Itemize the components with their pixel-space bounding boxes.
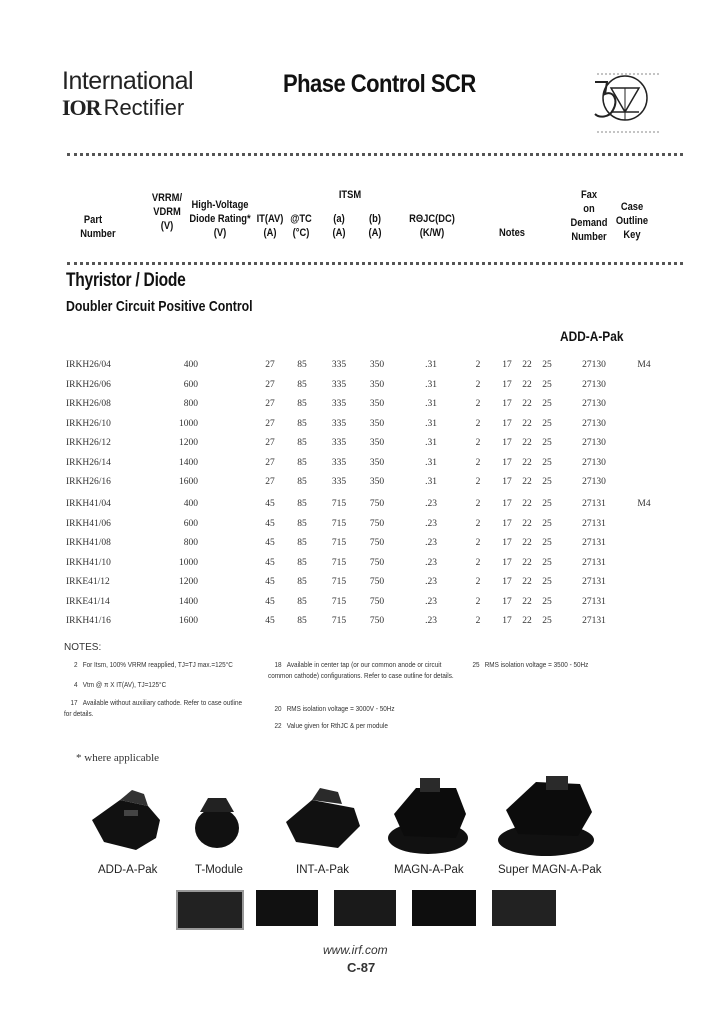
tc-cell: 85 (297, 399, 307, 409)
note-cell: 22 (522, 399, 532, 409)
note-cell: 17 (502, 457, 512, 468)
note-cell: 17 (502, 596, 512, 607)
add-a-pak-image (86, 786, 166, 856)
table-row (0, 538, 720, 554)
fifty-year-seal-icon (583, 60, 663, 140)
itsm-b-cell: 350 (369, 438, 385, 448)
table-row (0, 458, 720, 474)
fax-cell: 27130 (582, 418, 606, 429)
package-label-magn-a-pak: MAGN-A-Pak (394, 864, 464, 876)
note-cell: 2 (475, 499, 481, 509)
rth-cell: .31 (425, 418, 437, 429)
super-magn-a-pak-image (496, 774, 596, 858)
logo-rectifier (62, 96, 184, 120)
part-cell: IRKH41/10 (66, 557, 111, 568)
note-cell: 25 (542, 557, 552, 568)
voltage-cell: 1600 (179, 616, 198, 626)
table-row (0, 499, 720, 515)
note-cell: 17 (502, 418, 512, 429)
note-cell: 25 (542, 418, 552, 429)
part-cell: IRKH26/16 (66, 477, 111, 487)
itsm-b-cell: 350 (369, 379, 385, 390)
note-cell: 2 (475, 538, 481, 548)
itsm-b-cell: 750 (369, 557, 385, 568)
tc-cell: 85 (297, 418, 307, 429)
table-row (0, 597, 720, 613)
fax-cell: 27131 (582, 538, 606, 548)
note-cell: 25 (542, 499, 552, 509)
it-av-cell: 27 (265, 360, 275, 370)
voltage-cell: 1200 (179, 577, 198, 587)
page-number: C-87 (347, 960, 376, 975)
table-row (0, 399, 720, 415)
it-av-cell: 27 (265, 418, 275, 429)
tc-cell: 85 (297, 379, 307, 390)
table-row (0, 419, 720, 435)
case-cell: M4 (637, 360, 651, 370)
tc-cell: 85 (297, 616, 307, 626)
package-label-t-module: T-Module (195, 864, 243, 876)
it-av-cell: 45 (265, 499, 275, 509)
note-cell: 22 (522, 499, 532, 509)
it-av-cell: 27 (265, 379, 275, 390)
t-module-image (190, 792, 244, 852)
col-itsm-a: (a) (A) (332, 213, 346, 239)
tc-cell: 85 (297, 577, 307, 587)
page-title: Phase Control SCR (283, 70, 476, 98)
tc-cell: 85 (297, 518, 307, 529)
note-cell: 17 (502, 379, 512, 390)
rth-cell: .31 (425, 399, 437, 409)
tc-cell: 85 (297, 477, 307, 487)
itsm-b-cell: 750 (369, 499, 385, 509)
rth-cell: .31 (425, 457, 437, 468)
itsm-b-cell: 750 (369, 616, 385, 626)
note-cell: 25 (542, 616, 552, 626)
table-row (0, 477, 720, 493)
part-cell: IRKH26/14 (66, 457, 111, 468)
itsm-a-cell: 335 (331, 418, 347, 429)
ior-logo-mark: IOR (62, 95, 101, 120)
voltage-cell: 800 (183, 399, 198, 409)
col-rth: RΘJC(DC) (K/W) (409, 213, 455, 239)
note-cell: 22 (522, 457, 532, 468)
itsm-a-cell: 335 (331, 399, 347, 409)
section-subtitle: Doubler Circuit Positive Control (66, 298, 253, 315)
note-cell: 22 (522, 518, 532, 529)
photo-thumb-1 (176, 890, 244, 930)
note-cell: 25 (542, 577, 552, 587)
part-cell: IRKE41/12 (66, 577, 110, 587)
col-itsm: ITSM (338, 189, 362, 201)
fax-cell: 27130 (582, 379, 606, 390)
note-cell: 2 (475, 457, 481, 468)
fax-cell: 27131 (582, 577, 606, 587)
note-cell: 2 (475, 596, 481, 607)
note-cell: 2 (475, 577, 481, 587)
itsm-b-cell: 350 (369, 399, 385, 409)
fax-cell: 27131 (582, 499, 606, 509)
note-cell: 2 (475, 360, 481, 370)
col-case: Case Outline Key (615, 201, 649, 241)
col-fax: Fax on Demand Number (570, 189, 608, 243)
part-cell: IRKH26/06 (66, 379, 111, 390)
fax-cell: 27131 (582, 557, 606, 568)
note-cell: 25 (542, 360, 552, 370)
itsm-a-cell: 715 (331, 499, 347, 509)
table-row (0, 558, 720, 574)
rth-cell: .23 (425, 538, 437, 548)
note-cell: 25 (542, 596, 552, 607)
fax-cell: 27130 (582, 457, 606, 468)
note-cell: 2 (475, 438, 481, 448)
note-cell: 22 (522, 596, 532, 607)
note-25: 25 RMS isolation voltage = 3500 - 50Hz (472, 660, 589, 669)
note-cell: 22 (522, 538, 532, 548)
note-4: 4 Vtm @ π X IT(AV), TJ=125°C (74, 680, 167, 689)
it-av-cell: 45 (265, 577, 275, 587)
col-part: Part Number (80, 214, 116, 240)
rth-cell: .31 (425, 360, 437, 370)
tc-cell: 85 (297, 596, 307, 607)
note-cell: 2 (475, 379, 481, 390)
col-vrrm: VRRM/ VDRM (V) (151, 192, 183, 232)
tc-cell: 85 (297, 360, 307, 370)
col-itsm-b: (b) (A) (368, 213, 382, 239)
voltage-cell: 1400 (179, 596, 198, 607)
part-cell: IRKE41/14 (66, 596, 110, 607)
package-label-add-a-pak: ADD-A-Pak (98, 864, 158, 876)
it-av-cell: 45 (265, 616, 275, 626)
note-cell: 25 (542, 477, 552, 487)
note-22: 22 Value given for RthJC & per module (274, 721, 388, 730)
note-cell: 17 (502, 577, 512, 587)
itsm-a-cell: 715 (331, 557, 347, 568)
table-row (0, 438, 720, 454)
rth-cell: .31 (425, 438, 437, 448)
photo-thumb-2 (256, 890, 318, 926)
note-cell: 17 (502, 477, 512, 487)
itsm-a-cell: 715 (331, 616, 347, 626)
it-av-cell: 27 (265, 399, 275, 409)
note-cell: 22 (522, 360, 532, 370)
note-cell: 2 (475, 557, 481, 568)
it-av-cell: 27 (265, 457, 275, 468)
note-20: 20 RMS isolation voltage = 3000V - 50Hz (274, 704, 395, 713)
note-cell: 25 (542, 399, 552, 409)
note-cell: 17 (502, 616, 512, 626)
itsm-b-cell: 750 (369, 596, 385, 607)
note-cell: 2 (475, 418, 481, 429)
notes-heading: NOTES: (64, 642, 102, 653)
note-cell: 17 (502, 557, 512, 568)
note-cell: 2 (475, 616, 481, 626)
table-row (0, 519, 720, 535)
fax-cell: 27131 (582, 616, 606, 626)
voltage-cell: 400 (183, 360, 198, 370)
itsm-a-cell: 335 (331, 379, 347, 390)
where-applicable-note: * where applicable (76, 752, 160, 764)
int-a-pak-image (282, 782, 364, 854)
note-cell: 17 (502, 518, 512, 529)
itsm-a-cell: 335 (331, 438, 347, 448)
rth-cell: .23 (425, 518, 437, 529)
itsm-b-cell: 750 (369, 538, 385, 548)
rth-cell: .31 (425, 477, 437, 487)
note-cell: 2 (475, 518, 481, 529)
rth-cell: .31 (425, 379, 437, 390)
fax-cell: 27130 (582, 438, 606, 448)
col-it-av: IT(AV) (A) (256, 213, 284, 239)
tc-cell: 85 (297, 438, 307, 448)
itsm-a-cell: 335 (331, 457, 347, 468)
col-tc: @TC (°C) (290, 213, 312, 239)
it-av-cell: 27 (265, 477, 275, 487)
table-row (0, 616, 720, 632)
note-cell: 25 (542, 538, 552, 548)
note-cell: 2 (475, 477, 481, 487)
table-row (0, 577, 720, 593)
rth-cell: .23 (425, 616, 437, 626)
itsm-a-cell: 715 (331, 538, 347, 548)
voltage-cell: 1200 (179, 438, 198, 448)
part-cell: IRKH26/10 (66, 418, 111, 429)
note-cell: 22 (522, 418, 532, 429)
part-cell: IRKH26/08 (66, 399, 111, 409)
itsm-a-cell: 715 (331, 518, 347, 529)
part-cell: IRKH41/06 (66, 518, 111, 529)
rth-cell: .23 (425, 557, 437, 568)
photo-thumb-5 (492, 890, 556, 926)
note-cell: 25 (542, 457, 552, 468)
tc-cell: 85 (297, 538, 307, 548)
fax-cell: 27131 (582, 596, 606, 607)
part-cell: IRKH26/12 (66, 438, 111, 448)
voltage-cell: 800 (183, 538, 198, 548)
package-label: ADD-A-Pak (560, 328, 624, 344)
col-notes: Notes (499, 227, 525, 239)
it-av-cell: 27 (265, 438, 275, 448)
itsm-b-cell: 350 (369, 477, 385, 487)
tc-cell: 85 (297, 499, 307, 509)
note-cell: 25 (542, 518, 552, 529)
itsm-b-cell: 350 (369, 457, 385, 468)
note-cell: 22 (522, 577, 532, 587)
note-cell: 22 (522, 438, 532, 448)
table-row (0, 360, 720, 376)
rth-cell: .23 (425, 596, 437, 607)
part-cell: IRKH41/04 (66, 499, 111, 509)
it-av-cell: 45 (265, 557, 275, 568)
itsm-a-cell: 335 (331, 360, 347, 370)
case-cell: M4 (637, 499, 651, 509)
note-cell: 22 (522, 379, 532, 390)
photo-thumb-3 (334, 890, 396, 926)
itsm-a-cell: 335 (331, 477, 347, 487)
itsm-b-cell: 350 (369, 360, 385, 370)
itsm-a-cell: 715 (331, 577, 347, 587)
note-cell: 17 (502, 399, 512, 409)
note-cell: 17 (502, 360, 512, 370)
voltage-cell: 1600 (179, 477, 198, 487)
voltage-cell: 600 (183, 518, 198, 529)
part-cell: IRKH41/16 (66, 616, 111, 626)
itsm-b-cell: 750 (369, 518, 385, 529)
fax-cell: 27130 (582, 477, 606, 487)
voltage-cell: 1400 (179, 457, 198, 468)
photo-thumb-4 (412, 890, 476, 926)
note-cell: 25 (542, 438, 552, 448)
voltage-cell: 600 (183, 379, 198, 390)
note-cell: 17 (502, 499, 512, 509)
itsm-b-cell: 750 (369, 577, 385, 587)
tc-cell: 85 (297, 557, 307, 568)
package-label-int-a-pak: INT-A-Pak (296, 864, 350, 876)
note-18: 18 Available in center tap (or our common anode or circuit common cathode) configurations. Refer to case outline for details. (268, 660, 454, 680)
logo-international: International (62, 67, 194, 95)
footer-url[interactable]: www.irf.com (323, 943, 388, 957)
tc-cell: 85 (297, 457, 307, 468)
it-av-cell: 45 (265, 596, 275, 607)
logo-rectifier-text: Rectifier (103, 95, 185, 120)
section-title: Thyristor / Diode (66, 270, 186, 291)
voltage-cell: 1000 (179, 418, 198, 429)
note-cell: 22 (522, 477, 532, 487)
note-17: 17 Available without auxiliary cathode. Refer to case outline for details. (64, 698, 243, 718)
itsm-b-cell: 350 (369, 418, 385, 429)
note-cell: 25 (542, 379, 552, 390)
magn-a-pak-image (386, 774, 470, 858)
rth-cell: .23 (425, 499, 437, 509)
part-cell: IRKH26/04 (66, 360, 111, 370)
note-cell: 17 (502, 438, 512, 448)
package-label-super-magn-a-pak: Super MAGN-A-Pak (498, 864, 602, 876)
itsm-a-cell: 715 (331, 596, 347, 607)
voltage-cell: 400 (183, 499, 198, 509)
fax-cell: 27131 (582, 518, 606, 529)
note-2: 2 For Itsm, 100% VRRM reapplied, TJ=TJ max.=125°C (74, 660, 233, 669)
fax-cell: 27130 (582, 360, 606, 370)
table-row (0, 380, 720, 396)
rth-cell: .23 (425, 577, 437, 587)
note-cell: 22 (522, 557, 532, 568)
it-av-cell: 45 (265, 518, 275, 529)
note-cell: 17 (502, 538, 512, 548)
note-cell: 22 (522, 616, 532, 626)
it-av-cell: 45 (265, 538, 275, 548)
part-cell: IRKH41/08 (66, 538, 111, 548)
note-cell: 2 (475, 399, 481, 409)
fax-cell: 27130 (582, 399, 606, 409)
col-hv-diode: High-Voltage Diode Rating* (V) (189, 199, 251, 239)
voltage-cell: 1000 (179, 557, 198, 568)
